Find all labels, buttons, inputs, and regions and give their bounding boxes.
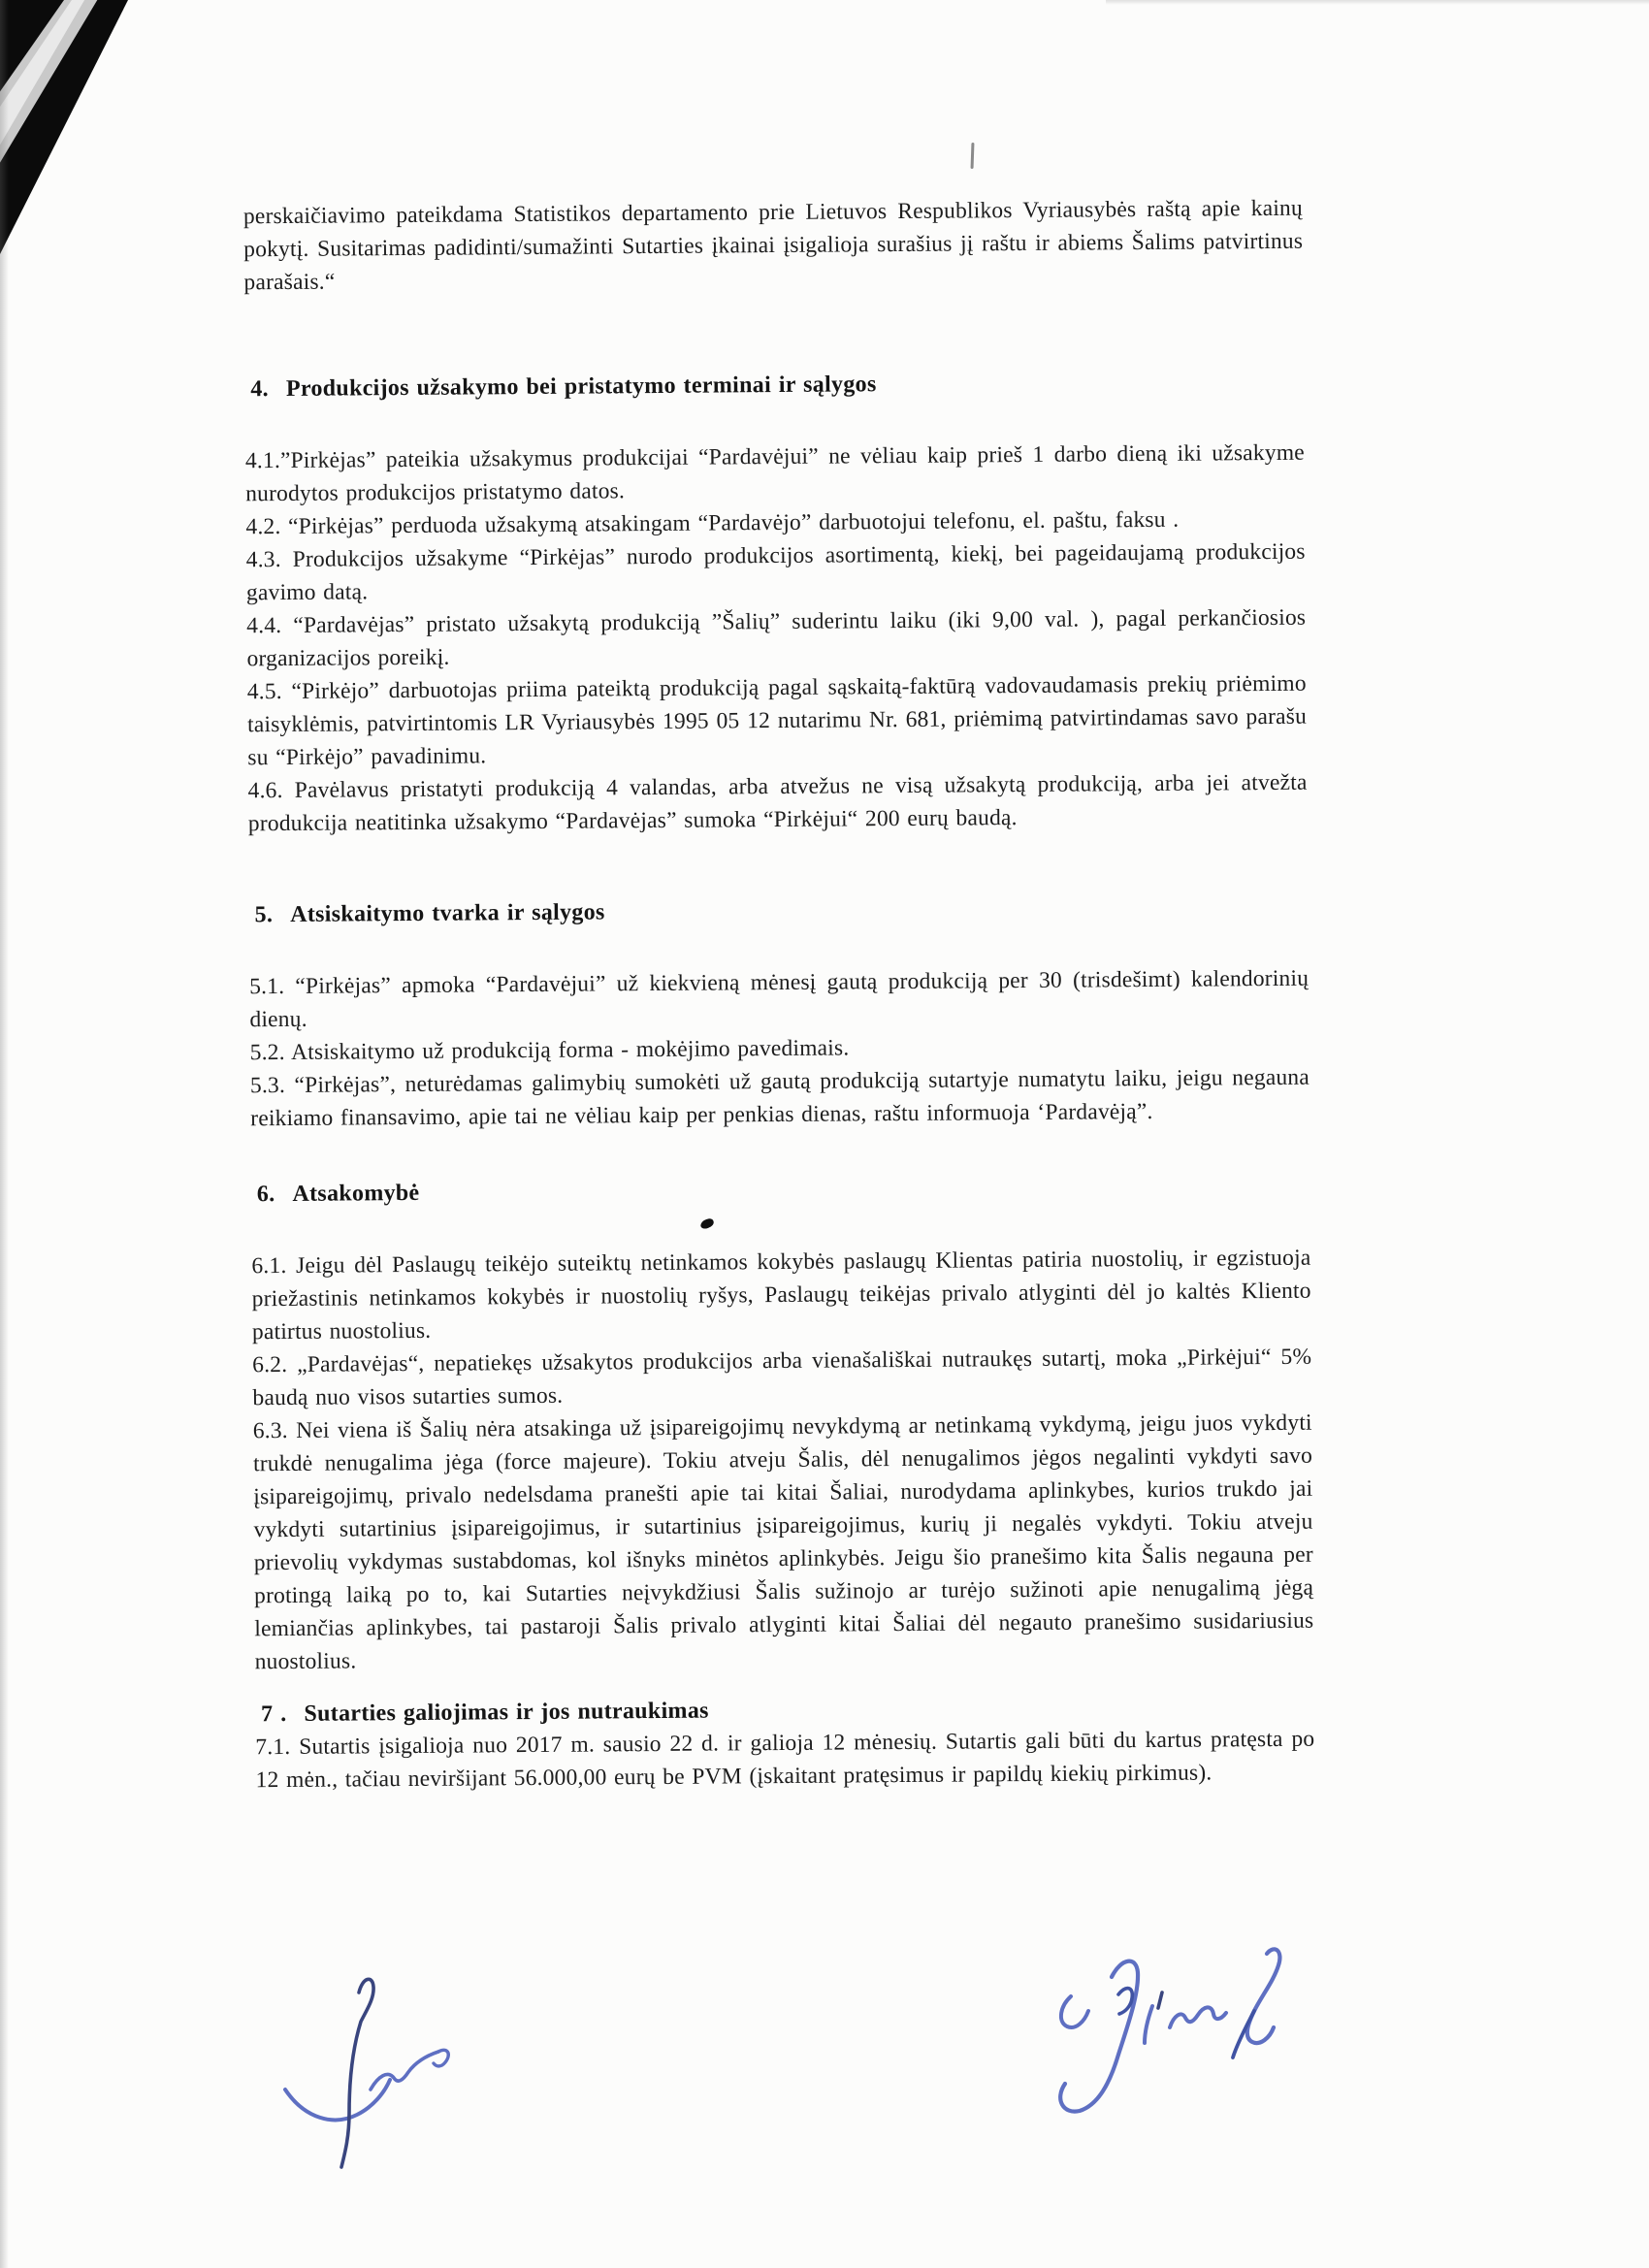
clause-4-4: 4.4. “Pardavėjas” pristato užsakytą produkciją ”Šalių” suderintu laiku (iki 9,00 val. ), pagal perkančiosios organizacijos poreikį. (246, 604, 1307, 672)
section-7 (255, 1690, 1315, 1798)
clause-4-1: 4.1.”Pirkėjas” pateikia užsakymus produkcijai “Pardavėjui” ne vėliau kaip prieš 1 darbo dieną iki užsakyme nurodytos produkcijos pristatymo datos. (244, 439, 1305, 507)
clause-6-3: 6.3. Nei viena iš Šalių nėra atsakinga už įsipareigojimų nevykdymą ar netinkamą vykdymą, jeigu juos vykdyti trukdė nenugalima jėga (force majeure). Tokiu atveju Šalis, dėl nenugalimos jėgos negalinti vykdyti savo įsipareigojimų, privalo nedelsdama pranešti apie tai kitai Šaliai, nurodydama aplinkybes, kurios trukdo jai vykdyti sutartinius įsipareigojimus, ir sutartinius įsipareigojimus, kurių ji negalės vykdyti. Tokiu atveju prievolių vykdymas sustabdomas, kol išnyks minėtos aplinkybės. Jeigu šio pranešimo kita Šalis negauna per protingą laiką po to, kai Sutarties neįvykdžiusi Šalis sužinojo ar turėjo sužinoti apie nenugalimą jėgą lemiančias aplinkybes, tai pastaroji Šalis privalo atlyginti kitai Šaliai dėl negauto pranešimo susidariusius nuostolius. (252, 1409, 1314, 1675)
section-5-title: Atsiskaitymo tvarka ir sąlygos (290, 899, 605, 927)
section-6-number: 6. (256, 1182, 275, 1208)
section-5 (248, 891, 1310, 1136)
section-4-heading (244, 365, 1304, 406)
clause-4-6: 4.6. Pavėlavus pristatyti produkciją 4 valandas, arba atvežus ne visą užsakytą produkciją, arba jei atvežta produkcija neatitinka užsakymo “Pardavėjas” sumoka “Pirkėjui“ 200 eurų baudą. (247, 769, 1308, 837)
clause-4-3: 4.3. Produkcijos užsakyme “Pirkėjas” nurodo produkcijos asortimentą, kiekį, bei pageidaujamą produkcijos gavimo datą. (245, 538, 1306, 606)
scan-corner-fold-artifact (0, 0, 128, 254)
section-6-heading (251, 1170, 1310, 1212)
section-7-title: Sutarties galiojimas ir jos nutraukimas (304, 1698, 709, 1727)
section-4-number: 4. (250, 376, 270, 403)
scan-left-edge-shadow (0, 0, 9, 2268)
signature-right (1036, 1936, 1298, 2140)
section-5-heading (248, 891, 1308, 932)
section-4-title: Produkcijos užsakymo bei pristatymo terminai ir sąlygos (285, 372, 877, 402)
section-4 (244, 365, 1308, 841)
clause-7-1: 7.1. Sutartis įsigalioja nuo 2017 m. sausio 22 d. ir galioja 12 mėnesių. Sutartis gali būti du kartus pratęsta po 12 mėn., tačiau neviršijant 56.000,00 eurų be PVM (įskaitant pratęsimus ir papildų kiekių pirkimus). (255, 1726, 1315, 1794)
clause-6-1: 6.1. Jeigu dėl Paslaugų teikėjo suteiktų netinkamos kokybės paslaugų Klientas patiria nuostolių, ir egzistuoja priežastinis netinkamos kokybės ir nuostolių ryšys, Paslaugų teikėjas privalo atlyginti dėl jo kaltės Kliento patirtus nuostolius. (251, 1245, 1311, 1345)
section-5-number: 5. (254, 902, 274, 928)
contract-text-block (242, 0, 1314, 1797)
clause-5-3: 5.3. “Pirkėjas”, neturėdamas galimybių sumokėti už gautą produkciją sutartyje numatytu laiku, jeigu negauna reikiamo finansavimo, apie tai ne vėliau kaip per penkias dienas, raštu informuoja ‘Pardavėją”. (249, 1064, 1310, 1132)
section-6-title: Atsakomybė (292, 1180, 420, 1207)
intro-paragraph: perskaičiavimo pateikdama Statistikos departamento prie Lietuvos Respublikos Vyriausybės raštą apie kainų pokytį. Susitarimas padidinti/sumažinti Sutarties įkainai įsigalioja surašius jį raštu ir abiems Šalims patvirtinus parašais.“ (242, 195, 1304, 296)
clause-5-2: 5.2. Atsiskaitymo už produkciją forma - mokėjimo pavedimais. (249, 1035, 850, 1066)
signature-left (274, 1971, 497, 2175)
clause-6-2: 6.2. „Pardavėjas“, nepatiekęs užsakytos produkcijos arba vienašališkai nutraukęs sutartį, moka „Pirkėjui“ 5% baudą nuo visos sutarties sumos. (252, 1344, 1312, 1411)
section-6 (251, 1170, 1314, 1679)
clause-5-1: 5.1. “Pirkėjas” apmoka “Pardavėjui” už kiekvieną mėnesį gautą produkciją per 30 (trisdešimt) kalendorinių dienų. (249, 965, 1310, 1033)
section-7-number: 7 . (260, 1701, 287, 1728)
clause-4-2: 4.2. “Pirkėjas” perduoda užsakymą atsakingam “Pardavėjo” darbuotojui telefonu, el. paštu, faksu . (245, 506, 1180, 540)
clause-4-5: 4.5. “Pirkėjo” darbuotojas priima pateiktą produkciją pagal sąskaitą-faktūrą vadovaudamasis prekių priėmimo taisyklėmis, patvirtintomis LR Vyriausybės 1995 05 12 nutarimu Nr. 681, priėmimą patvirtindamas savo parašu su “Pirkėjo” pavadinimu. (246, 670, 1308, 771)
